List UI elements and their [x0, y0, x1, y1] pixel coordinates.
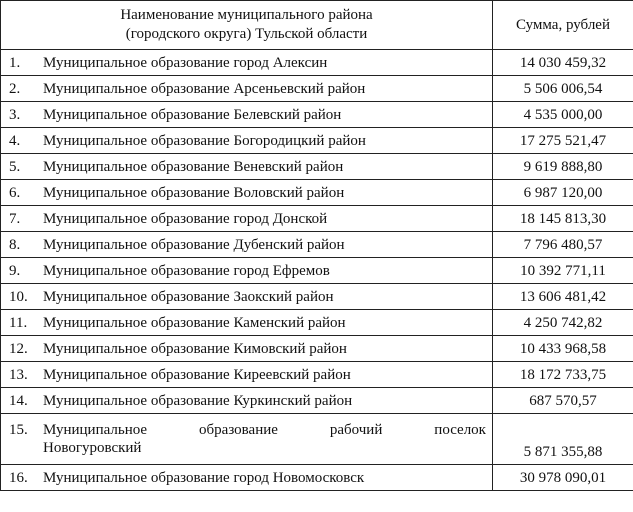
row-number: 13.: [9, 366, 28, 383]
table-row: [1, 180, 633, 206]
row-number: 14.: [9, 392, 28, 409]
row-name-cell: [1, 206, 493, 232]
table-row: [1, 154, 633, 180]
row-sum-cell: 18 145 813,30: [493, 206, 633, 232]
row-number: 2.: [9, 80, 21, 97]
table-row: [1, 414, 633, 465]
row-sum-cell: 14 030 459,32: [493, 50, 633, 76]
row-name: Муниципальное образование Заокский район: [43, 288, 334, 305]
table-header-row: [1, 1, 633, 50]
row-sum-cell: 7 796 480,57: [493, 232, 633, 258]
row-sum-cell: 5 871 355,88: [493, 414, 633, 465]
row-number: 1.: [9, 54, 21, 71]
row-name-cell: [1, 128, 493, 154]
row-sum-cell: 687 570,57: [493, 388, 633, 414]
table-row: [1, 336, 633, 362]
row-name-word: Муниципальное: [43, 422, 148, 438]
row-sum-cell: 13 606 481,42: [493, 284, 633, 310]
row-name: Муниципальное образование Дубенский район: [43, 236, 345, 253]
row-name: Муниципальное образование Богородицкий район: [43, 132, 366, 149]
row-name-cell: [1, 310, 493, 336]
row-number: 9.: [9, 262, 21, 279]
row-name: Муниципальное образование Кимовский район: [43, 340, 347, 357]
row-name-cell: [1, 154, 493, 180]
table-row: [1, 388, 633, 414]
row-name: Муниципальное образование Белевский район: [43, 106, 342, 123]
row-name: Муниципальное образование Воловский район: [43, 184, 345, 201]
table-row: [1, 284, 633, 310]
table-row: [1, 102, 633, 128]
table-row: [1, 206, 633, 232]
row-sum-cell: 5 506 006,54: [493, 76, 633, 102]
row-number: 7.: [9, 210, 21, 227]
row-name-cell: [1, 102, 493, 128]
row-number: 16.: [9, 469, 28, 486]
table-row: [1, 465, 633, 491]
header-sum-column: Сумма, рублей: [493, 1, 633, 50]
header-name-column: [1, 1, 493, 50]
table-row: [1, 50, 633, 76]
row-number: 8.: [9, 236, 21, 253]
row-name: Муниципальное образование Арсеньевский район: [43, 80, 366, 97]
row-name-cell: [1, 465, 493, 491]
row-name-cell: [1, 50, 493, 76]
header-name-line1: Наименование муниципального района: [120, 7, 373, 23]
row-name: Муниципальное образование Киреевский район: [43, 366, 351, 383]
table-body: [1, 50, 633, 414]
row-sum-cell: 9 619 888,80: [493, 154, 633, 180]
row-name-cell: [1, 388, 493, 414]
row-name-word: рабочий: [329, 422, 383, 438]
row-number: 10.: [9, 288, 28, 305]
table-body-extra: [1, 414, 633, 491]
row-name-word: образование: [199, 422, 278, 438]
header-name-line2: (городского округа) Тульской области: [125, 26, 368, 42]
row-sum-cell: 4 250 742,82: [493, 310, 633, 336]
row-number: 15.: [9, 422, 28, 438]
row-number: 4.: [9, 132, 21, 149]
row-sum-cell: 10 392 771,11: [493, 258, 633, 284]
row-name-cell: [1, 414, 493, 465]
row-name-cell: [1, 232, 493, 258]
row-name-cell: [1, 362, 493, 388]
row-name: Муниципальное образование Веневский район: [43, 158, 344, 175]
table-row: [1, 128, 633, 154]
row-name-cell: [1, 336, 493, 362]
row-name: Муниципальное образование город Алексин: [43, 54, 328, 71]
row-name: Муниципальное образование Каменский район: [43, 314, 346, 331]
row-name-word: поселок: [434, 422, 486, 438]
row-name: Муниципальное образование город Новомосковск: [43, 469, 365, 486]
table-row: [1, 76, 633, 102]
row-name-cell: [1, 284, 493, 310]
table-row: [1, 362, 633, 388]
row-name-cell: [1, 258, 493, 284]
row-number: 6.: [9, 184, 21, 201]
row-name: Муниципальное образование Куркинский район: [43, 392, 353, 409]
row-number: 12.: [9, 340, 28, 357]
row-number: 3.: [9, 106, 21, 123]
row-name-cell: [1, 76, 493, 102]
table-row: [1, 310, 633, 336]
row-name-line2: Новогуровский: [43, 440, 142, 456]
table-row: [1, 232, 633, 258]
row-sum-cell: 10 433 968,58: [493, 336, 633, 362]
row-name: Муниципальное образование город Ефремов: [43, 262, 330, 279]
row-name-cell: [1, 180, 493, 206]
row-sum-cell: 4 535 000,00: [493, 102, 633, 128]
row-name: Муниципальное образование город Донской: [43, 210, 328, 227]
row-sum-cell: 18 172 733,75: [493, 362, 633, 388]
row-sum-cell: 30 978 090,01: [493, 465, 633, 491]
row-sum-cell: 17 275 521,47: [493, 128, 633, 154]
row-number: 11.: [9, 314, 28, 331]
row-sum-cell: 6 987 120,00: [493, 180, 633, 206]
table-row: [1, 258, 633, 284]
row-number: 5.: [9, 158, 21, 175]
